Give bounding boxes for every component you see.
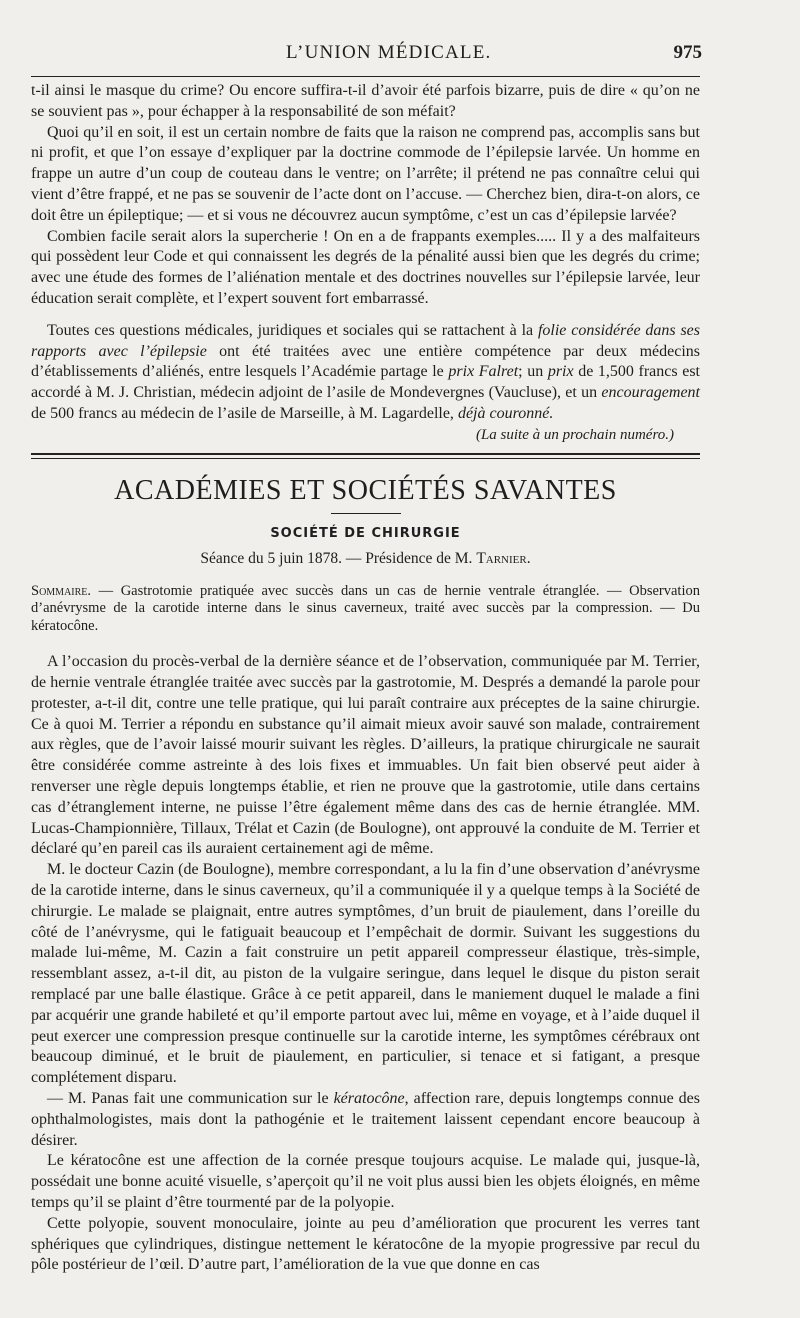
paragraph-supercherie: Combien facile serait alors la supercherie ! On en a de frappants exemples..... Il y a des malfaiteurs qui possèdent leur Code et qui connaissent les degrés de la pénalité aussi bien que les degrés du crime; avec une étude des formes de l’aliénation mentale et des doctrines nouvelles sur l’épilepsie larvée, leur éducation serait complète, et l’expert souvent fort embarrassé. bbox=[31, 227, 700, 307]
session-suffix: . bbox=[526, 549, 531, 567]
prize-italic-2: prix Falret bbox=[448, 363, 519, 381]
panas-text-1: — M. Panas fait une communication sur le bbox=[47, 1089, 334, 1107]
paragraph-prix-falret bbox=[31, 321, 700, 425]
prize-text-2: ont été traitées avec une entière compétence par deux médecins d’établissements d’aliénés, entre lesquels l’Académie partage le bbox=[31, 342, 700, 381]
summary-text: — Gastrotomie pratiquée avec succès dans un cas de hernie ventrale étranglée. — Observation d’anévrysme de la carotide interne dans le sinus caverneux, traité avec succès par la compression. — Du kératocône. bbox=[31, 582, 700, 634]
prize-italic-5: déjà couronné. bbox=[457, 404, 554, 422]
prize-italic-4: encouragement bbox=[601, 384, 700, 402]
session-line bbox=[31, 550, 700, 568]
paragraph-masque: t-il ainsi le masque du crime? Ou encore suffira-t-il d’avoir été parfois bizarre, puis de dire « qu’on ne se souvient pas », pour échapper à la responsabilité de son méfait? bbox=[31, 82, 700, 120]
society-title: SOCIÉTÉ DE CHIRURGIE bbox=[270, 525, 461, 541]
page-number: 975 bbox=[673, 42, 702, 63]
session-president: Tarnier bbox=[476, 549, 527, 567]
paragraph-gastrotomie: A l’occasion du procès-verbal de la dernière séance et de l’observation, communiquée par M. Terrier, de hernie ventrale étranglée traitée avec succès par la gastrotomie, M. Després a demandé la parole pour protester, a-t-il dit, contre une telle pratique, qui lui paraît contraire aux préceptes de la saine chirurgie. Ce à quoi M. Terrier a répondu en substance qu’il aimait mieux avoir sauvé son malade, contrairement aux règles, que de l’avoir laissé mourir suivant les règles. D’ailleurs, la pratique chirurgicale ne saurait être considérée comme astreinte à des lois fixes et immuables. Un fait bien observé peut aider à renverser une règle depuis longtemps établie, et rien ne prouve que la gastrotomie, utile dans certains cas d’étranglement interne, ne puisse l’être également même dans des cas de hernie étranglée. MM. Lucas-Championnière, Tillaux, Trélat et Cazin (de Boulogne), ont approuvé la conduite de M. Terrier et déclaré qu’en pareil cas ils auraient certainement agi de même. bbox=[31, 653, 700, 858]
session-summary bbox=[31, 583, 700, 636]
prize-italic-1: folie considérée dans ses rapports avec l’épilepsie bbox=[31, 321, 700, 360]
section-short-rule bbox=[331, 513, 401, 514]
paragraph-polyopie: Cette polyopie, souvent monoculaire, jointe au peu d’amélioration que procurent les verres tant sphériques que cylindriques, distingue nettement le kératocône de la myopie progressive par recul du pôle postérieur de l’œil. D’autre part, l’amélioration de la vue que donne en cas bbox=[31, 1214, 700, 1274]
paragraph-panas-keratocone bbox=[31, 1089, 700, 1151]
panas-italic: kératocône bbox=[333, 1089, 405, 1107]
prize-text-3: ; un bbox=[518, 363, 548, 381]
section-title: ACADÉMIES ET SOCIÉTÉS SAVANTES bbox=[114, 474, 617, 506]
journal-title: L’UNION MÉDICALE. bbox=[286, 42, 492, 63]
summary-label: Sommaire. bbox=[31, 582, 92, 599]
session-body bbox=[31, 652, 700, 1276]
prize-text-4: de 1,500 francs est accordé à M. J. Christian, médecin adjoint de l’asile de Mondevergnes (Vaucluse), et un bbox=[31, 363, 700, 402]
running-header bbox=[31, 40, 700, 68]
prize-text-1: Toutes ces questions médicales, juridiques et sociales qui se rattachent à la bbox=[47, 321, 538, 339]
section-double-rule bbox=[31, 453, 700, 459]
prize-text-5: de 500 francs au médecin de l’asile de Marseille, à M. Lagardelle, bbox=[31, 404, 458, 422]
prize-italic-3: prix bbox=[547, 363, 574, 381]
continued-note: (La suite à un prochain numéro.) bbox=[475, 426, 674, 443]
session-prefix: Séance du 5 juin 1878. — Présidence de M. bbox=[200, 549, 477, 567]
panas-text-2: , affection rare, depuis longtemps connue des ophthalmologistes, mais dont la pathogénie et le traitement laissent cependant encore beaucoup à désirer. bbox=[31, 1089, 701, 1149]
paragraph-keratocone-definition: Le kératocône est une affection de la cornée presque toujours acquise. Le malade qui, jusque-là, possédait une bonne acuité visuelle, s’aperçoit qu’il ne voit plus aussi bien les objets éloignés, en même temps qu’il se plaint d’être tourmenté par de la polyopie. bbox=[31, 1152, 700, 1211]
header-rule bbox=[31, 76, 700, 77]
paragraph-cazin-anevrysme: M. le docteur Cazin (de Boulogne), membre correspondant, a lu la fin d’une observation d’anévrysme de la carotide interne, dans le sinus caverneux, qu’il a communiquée il y a quelque temps à la Société de chirurgie. Le malade se plaignait, entre autres symptômes, d’un bruit de piaulement, dans l’oreille du côté de l’anévrysme, qui le fatiguait beaucoup et l’empêchait de dormir. Suivant les suggestions du malade lui-même, M. Cazin a fait construire un petit appareil compresseur élastique, très-simple, ressemblant assez, a-t-il dit, au piston de la vulgaire seringue, dans lequel le disque du piston serait remplacé par une balle élastique. Grâce à ce petit appareil, dans le maniement duquel le malade a fini par acquérir une grande habileté et qu’il emporte partout avec lui, même en voyage, et à l’aide duquel il peut exercer une compression presque continuelle sur la carotide interne, les symptômes cérébraux ont beaucoup diminué, et le bruit de piaulement, en particulier, si tenace et si fatigant, a presque complétement disparu. bbox=[31, 861, 700, 1087]
paragraph-epilepsie-larvee: Quoi qu’il en soit, il est un certain nombre de faits que la raison ne comprend pas, accomplis sans but ni profit, et que l’on essaye d’expliquer par la doctrine commode de l’épilepsie larvée. Un homme en frappe un autre d’un coup de couteau dans le ventre; on l’arrête; il prétend ne pas connaître celui qui vient d’être frappé, et ne pas se souvenir de l’acte dont on l’accuse. — Cherchez bien, dira-t-on alors, ce doit être un épileptique; — et si vous ne découvrez aucun symptôme, c’est un cas d’épilepsie larvée? bbox=[31, 123, 700, 224]
